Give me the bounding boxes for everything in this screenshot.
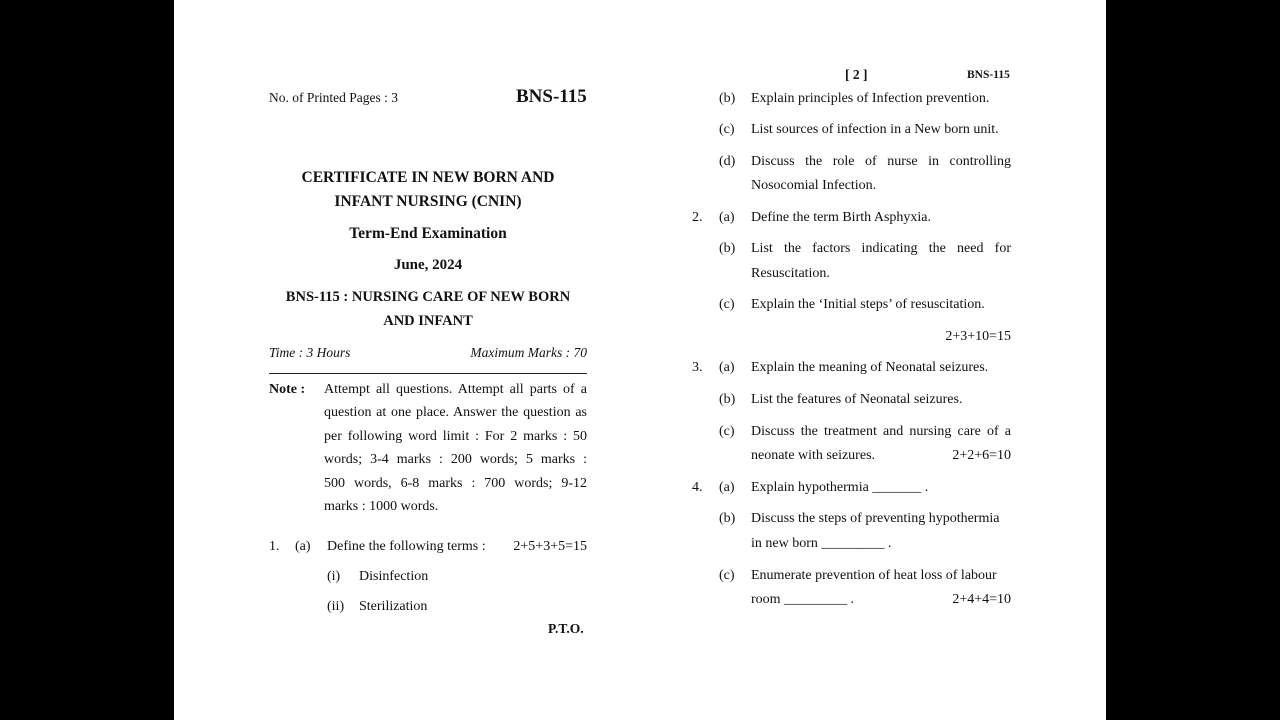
question-4b-text-line-1: Discuss the steps of preventing hypothermia xyxy=(751,511,1000,526)
title-line-1: CERTIFICATE IN NEW BORN AND xyxy=(301,169,555,186)
question-3b-label: (b) xyxy=(719,392,736,407)
question-3b-text: List the features of Neonatal seizures. xyxy=(751,392,963,407)
question-1c-label: (c) xyxy=(719,122,735,137)
question-1d-label: (d) xyxy=(719,154,736,169)
question-1b-label: (b) xyxy=(719,91,736,106)
question-1c-text: List sources of infection in a New born unit. xyxy=(751,122,999,137)
course-title-line-1: BNS-115 : NURSING CARE OF NEW BORN xyxy=(285,289,571,305)
exam-date: June, 2024 xyxy=(393,257,463,273)
note-line: 500 words, 6-8 marks : 700 words; 9-12 xyxy=(324,476,587,491)
question-2a-label: (a) xyxy=(719,210,735,225)
header-divider xyxy=(269,373,587,374)
question-2-marks: 2+3+10=15 xyxy=(945,329,1011,344)
question-1a-i-text: Disinfection xyxy=(359,569,429,584)
question-2a-text: Define the term Birth Asphyxia. xyxy=(751,210,932,225)
question-1d-text-line-2: Nosocomial Infection. xyxy=(751,178,877,193)
note-label: Note : xyxy=(269,382,306,397)
question-2b-text-line-1: List the factors indicating the need for xyxy=(751,241,1011,256)
title-line-2: INFANT NURSING (CNIN) xyxy=(334,193,522,210)
question-4b-text-line-2: in new born _________ . xyxy=(751,536,892,551)
question-2b-label: (b) xyxy=(719,241,736,256)
question-4a-text: Explain hypothermia _______ . xyxy=(751,480,929,495)
page-number: [ 2 ] xyxy=(845,67,868,82)
question-1d-text-line-1: Discuss the role of nurse in controlling xyxy=(751,154,1011,169)
question-1-marks: 2+5+3+5=15 xyxy=(513,539,587,554)
course-code-running-header: BNS-115 xyxy=(967,69,1010,81)
printed-pages-count: No. of Printed Pages : 3 xyxy=(269,90,398,105)
course-title-line-2: AND INFANT xyxy=(383,313,473,329)
exam-paper-sheet xyxy=(174,0,1106,720)
exam-time: Time : 3 Hours xyxy=(269,345,351,360)
question-2c-label: (c) xyxy=(719,297,735,312)
question-3c-text-line-2: neonate with seizures. xyxy=(751,448,876,463)
note-line: question at one place. Answer the question as xyxy=(324,405,587,420)
question-3-marks: 2+2+6=10 xyxy=(952,448,1011,463)
question-3a-label: (a) xyxy=(719,360,735,375)
question-4c-label: (c) xyxy=(719,568,735,583)
question-4c-text-line-1: Enumerate prevention of heat loss of labour xyxy=(751,568,997,583)
question-1b-text: Explain principles of Infection prevention. xyxy=(751,91,990,106)
question-2b-text-line-2: Resuscitation. xyxy=(751,266,830,281)
question-4-number: 4. xyxy=(692,480,703,495)
question-2-number: 2. xyxy=(692,210,703,225)
question-1-number: 1. xyxy=(269,539,280,554)
note-line: Attempt all questions. Attempt all parts of a xyxy=(324,382,587,397)
question-3c-text-line-1: Discuss the treatment and nursing care of a xyxy=(751,424,1011,439)
note-line: words; 3-4 marks : 200 words; 5 marks : xyxy=(324,452,587,467)
course-code-header: BNS-115 xyxy=(516,86,587,107)
note-line: per following word limit : For 2 marks : 50 xyxy=(324,429,587,444)
question-3-number: 3. xyxy=(692,360,703,375)
exam-name: Term-End Examination xyxy=(349,225,507,242)
maximum-marks: Maximum Marks : 70 xyxy=(470,345,587,360)
please-turn-over: P.T.O. xyxy=(548,621,584,636)
question-1a-i-label: (i) xyxy=(327,569,341,584)
question-3c-label: (c) xyxy=(719,424,735,439)
question-1a-text: Define the following terms : xyxy=(327,539,486,554)
question-2c-text: Explain the ‘Initial steps’ of resuscitation. xyxy=(751,297,985,312)
note-line: marks : 1000 words. xyxy=(324,499,439,514)
question-1a-ii-label: (ii) xyxy=(327,599,345,614)
question-4b-label: (b) xyxy=(719,511,736,526)
question-4a-label: (a) xyxy=(719,480,735,495)
question-1a-ii-text: Sterilization xyxy=(359,599,428,614)
question-4-marks: 2+4+4=10 xyxy=(952,592,1011,607)
question-1a-label: (a) xyxy=(295,539,311,554)
question-4c-text-line-2: room _________ . xyxy=(751,592,855,607)
question-3a-text: Explain the meaning of Neonatal seizures. xyxy=(751,360,989,375)
